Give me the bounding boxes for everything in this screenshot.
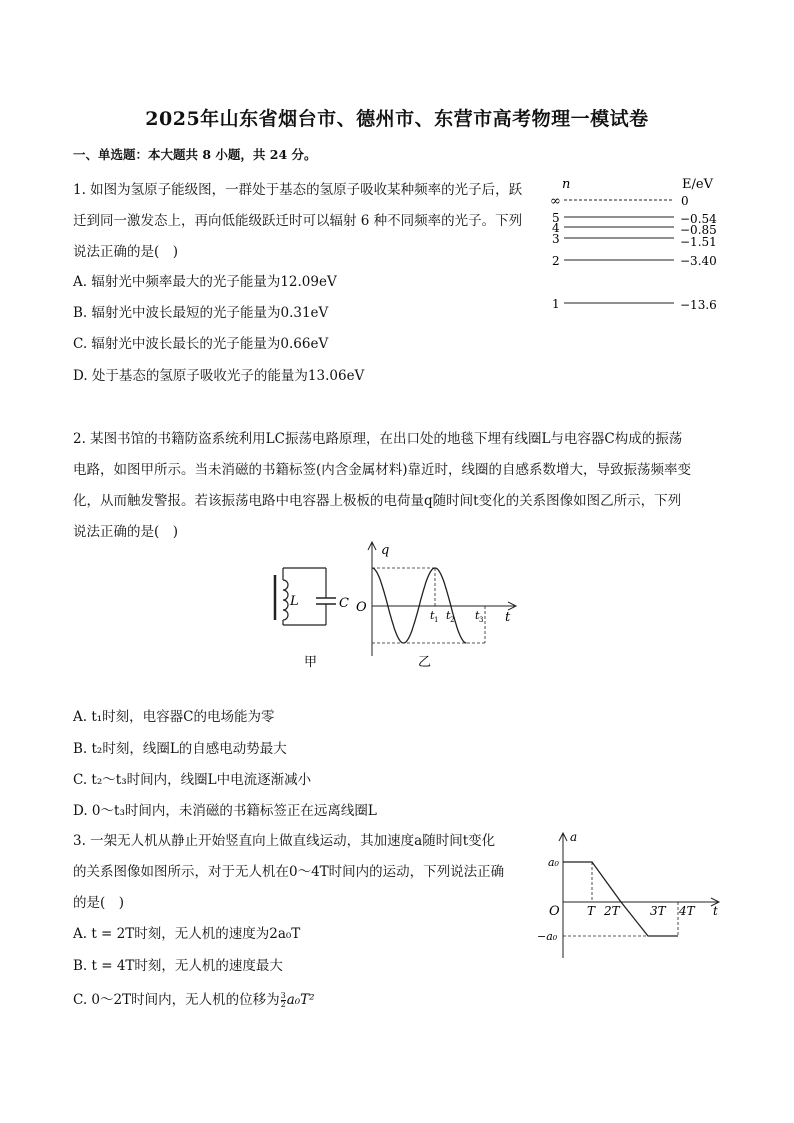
q3-option-c-tail: a₀T² [286,992,315,1008]
t3-subscript: 3 [479,616,484,624]
t3-label: t [475,609,480,622]
q3-option-c[interactable] [73,988,315,1009]
acceleration-curve [563,862,678,936]
q1-option-c[interactable]: C. 辐射光中波长最长的光子能量为0.66eV [73,336,329,352]
n-5: 5 [552,211,560,225]
n-4: 4 [552,221,560,235]
e-1: −13.6 [680,298,717,312]
a0-label: a₀ [548,856,559,869]
3T-label: 3T [650,904,666,918]
q1-stem-line-3: 说法正确的是( ) [73,244,179,260]
page-title: 2025年山东省烟台市、德州市、东营市高考物理一模试卷 [145,108,649,130]
a-t-graph [530,826,730,966]
q3-option-c-text: C. 0～2T时间内，无人机的位移为 [73,992,280,1008]
t2-subscript: 2 [450,616,455,624]
e-4: −0.85 [680,223,717,237]
fraction-denominator: 2 [280,1000,286,1009]
capacitor-label: C [339,596,349,611]
n-3: 3 [552,232,560,246]
q2-stem-line-1: 2. 某图书馆的书籍防盗系统利用LC振荡电路原理，在出口处的地毯下埋有线圈L与电容器C构成的振荡 [73,431,683,447]
lc-circuit-diagram [268,540,358,675]
q-axis-label: q [381,543,390,558]
inductor-coil [283,580,288,620]
q2-option-d[interactable]: D. 0～t₃时间内，未消磁的书籍标签正在远离线圈L [73,803,377,819]
q1-option-d[interactable]: D. 处于基态的氢原子吸收光子的能量为13.06eV [73,368,365,384]
2T-label: 2T [604,904,620,918]
origin-label: O [356,600,367,615]
q3-option-b[interactable]: B. t = 4T时刻，无人机的速度最大 [73,958,283,974]
T-label: T [587,904,596,918]
t1-label: t [430,609,435,622]
e-3: −1.51 [680,235,717,249]
q2-option-c[interactable]: C. t₂～t₃时间内，线圈L中电流逐渐减小 [73,772,312,788]
inductor-label: L [290,594,299,609]
energy-unit-label: E/eV [682,177,713,192]
e-5: −0.54 [680,212,717,226]
q3-option-a[interactable]: A. t = 2T时刻，无人机的速度为2a₀T [73,926,301,942]
t-axis-label: t [505,610,511,625]
q2-option-b[interactable]: B. t₂时刻，线圈L的自感电动势最大 [73,741,287,757]
n-1: 1 [552,297,560,311]
fraction-numerator: 3 [280,991,286,1000]
a-axis-label: a [570,830,578,844]
q1-stem-line-2: 迁到同一激发态上，再向低能级跃迁时可以辐射 6 种不同频率的光子。下列 [73,213,523,229]
q2-stem-line-4: 说法正确的是( ) [73,524,179,540]
t1-subscript: 1 [434,616,439,624]
neg-a0-label: −a₀ [537,930,558,943]
origin-label: O [549,904,560,919]
t2-label: t [446,609,451,622]
fraction-3-2 [281,992,286,1009]
q2-stem-line-2: 电路，如图甲所示。当未消磁的书籍标签(内含金属材料)靠近时，线圈的自感系数增大，导致振荡频率变 [73,462,692,478]
section-heading: 一、单选题：本大题共 8 小题，共 24 分。 [73,147,317,162]
circuit-caption: 甲 [304,655,318,670]
graph-caption: 乙 [418,655,432,670]
4T-label: 4T [679,904,695,918]
e-2: −3.40 [680,254,717,268]
q3-stem-line-3: 的是( ) [73,895,125,911]
e-infinity: 0 [681,194,689,208]
n-label: n [562,177,571,192]
n-2: 2 [552,254,560,268]
q1-stem-line-1: 1. 如图为氢原子能级图，一群处于基态的氢原子吸收某种频率的光子后，跃 [73,182,523,198]
q-t-graph [355,538,525,678]
q3-stem-line-1: 3. 一架无人机从静止开始竖直向上做直线运动，其加速度a随时间t变化 [73,833,496,849]
q1-option-a[interactable]: A. 辐射光中频率最大的光子能量为12.09eV [73,274,337,290]
energy-level-diagram [540,170,740,320]
t-axis-label: t [713,904,718,918]
q2-stem-line-3: 化，从而触发警报。若该振荡电路中电容器上极板的电荷量q随时间t变化的关系图像如图乙所示，下列 [73,493,682,509]
q1-option-b[interactable]: B. 辐射光中波长最短的光子能量为0.31eV [73,305,329,321]
n-infinity: ∞ [550,194,561,209]
q2-option-a[interactable]: A. t₁时刻，电容器C的电场能为零 [73,709,275,725]
q3-stem-line-2: 的关系图像如图所示，对于无人机在0～4T时间内的运动，下列说法正确 [73,864,505,880]
